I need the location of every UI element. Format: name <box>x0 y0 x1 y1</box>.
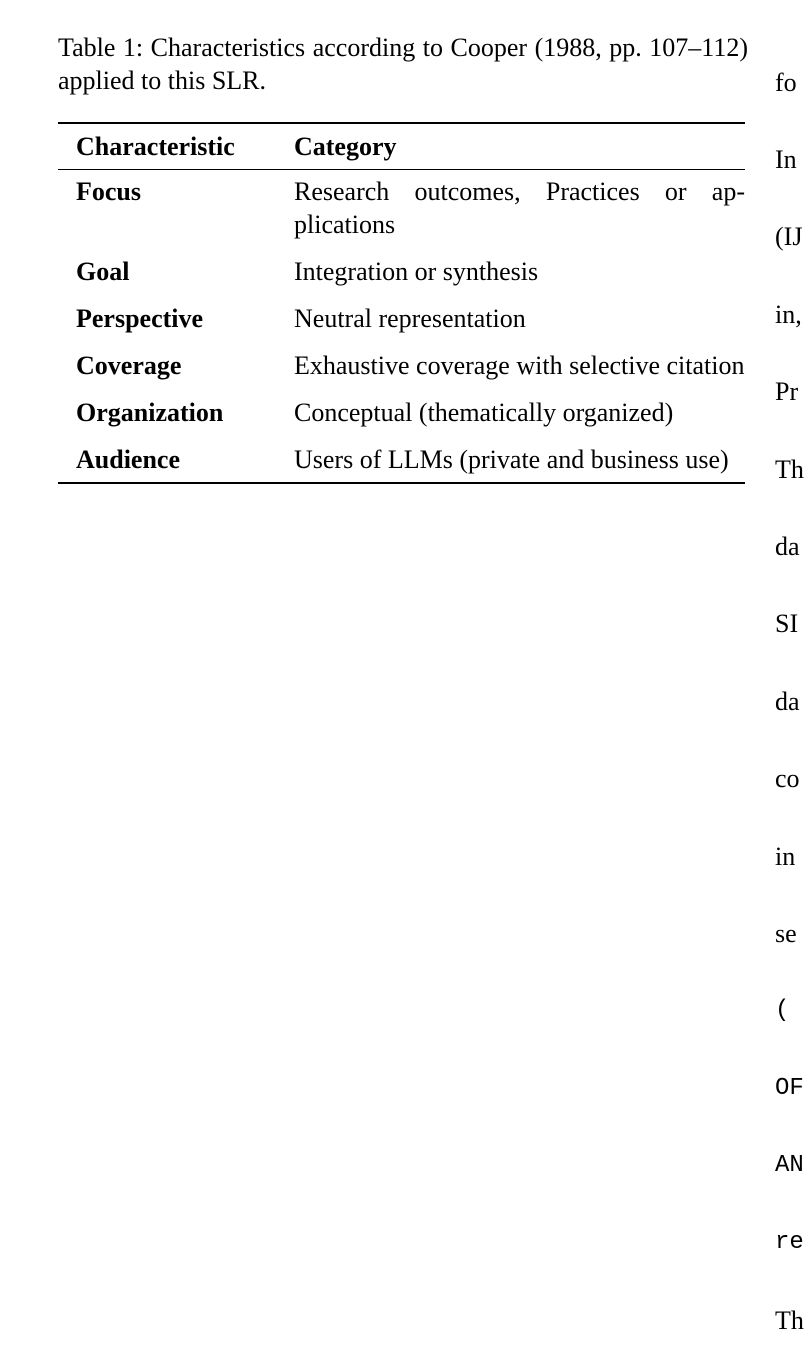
table <box>58 122 745 484</box>
row-category: Neutral representation <box>294 304 526 333</box>
row-category: Exhaustive coverage with selective citation <box>294 351 745 380</box>
table-header-row <box>58 123 745 170</box>
table-row <box>58 443 745 483</box>
row-characteristic: Audience <box>76 445 180 474</box>
row-characteristic: Organization <box>76 398 224 427</box>
table-row <box>58 302 745 349</box>
table-row <box>58 255 745 302</box>
header-characteristic: Characteristic <box>76 132 235 161</box>
row-characteristic: Focus <box>76 177 141 206</box>
adjacent-line: co <box>775 764 800 794</box>
adjacent-line: Pr <box>775 377 799 407</box>
row-characteristic: Goal <box>76 257 130 286</box>
table-row <box>58 396 745 443</box>
adjacent-line-mono: re <box>775 1229 804 1257</box>
row-characteristic: Coverage <box>76 351 182 380</box>
adjacent-line: Th <box>775 454 804 484</box>
adjacent-line: da <box>775 686 800 716</box>
adjacent-line-mono: ( <box>775 997 790 1025</box>
table-row <box>58 170 745 256</box>
table-row <box>58 349 745 396</box>
adjacent-line-mono: OF <box>775 1074 804 1102</box>
adjacent-line: in, <box>775 299 802 329</box>
row-characteristic: Perspective <box>76 304 204 333</box>
adjacent-line: se <box>775 918 797 948</box>
row-category: Integration or synthesis <box>294 257 539 286</box>
characteristics-table <box>58 122 745 484</box>
adjacent-line-mono: AN <box>775 1152 804 1180</box>
table-caption: Table 1: Characteristics according to Cooper (1988, pp. 107–112) applied to this SLR. <box>58 33 748 95</box>
adjacent-column-text <box>775 18 804 1359</box>
row-category: Conceptual (thematically organized) <box>294 398 674 427</box>
row-category: Research outcomes, Practices or ap-plications <box>294 177 745 239</box>
adjacent-line: in <box>775 841 796 871</box>
adjacent-line: (IJ <box>775 222 803 252</box>
adjacent-line: da <box>775 531 800 561</box>
row-category: Users of LLMs (private and business use) <box>294 445 729 474</box>
adjacent-line: fo <box>775 67 797 97</box>
adjacent-line: In <box>775 144 797 174</box>
adjacent-line: SI <box>775 609 799 639</box>
header-category: Category <box>294 132 397 161</box>
adjacent-line: Th <box>775 1305 804 1335</box>
